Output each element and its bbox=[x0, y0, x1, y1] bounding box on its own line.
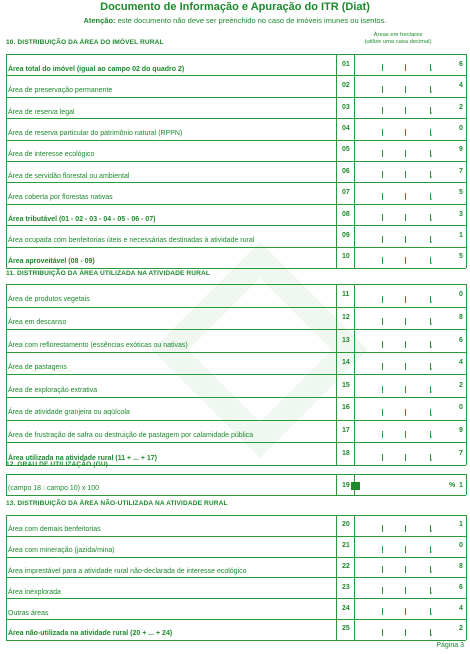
field-code: 03 bbox=[342, 103, 350, 111]
column-divider bbox=[354, 515, 355, 640]
area-value-field[interactable] bbox=[352, 517, 466, 535]
row-label: Área ocupada com benfeitorias úteis e necessárias destinadas à atividade rural bbox=[8, 236, 255, 244]
decimal-comma: , bbox=[430, 149, 433, 158]
decimal-digit: 4 bbox=[459, 359, 463, 367]
decimal-digit: 6 bbox=[459, 583, 463, 591]
decimal-comma: , bbox=[430, 213, 433, 223]
row-label: Área de produtos vegetais bbox=[8, 296, 90, 304]
decimal-digit: 1 bbox=[459, 231, 463, 239]
row-divider bbox=[6, 420, 466, 421]
area-value-field[interactable] bbox=[352, 376, 466, 396]
digit-separator bbox=[405, 64, 406, 71]
column-divider bbox=[336, 515, 337, 640]
decimal-comma: , bbox=[430, 607, 433, 616]
area-value-field[interactable] bbox=[352, 163, 466, 181]
digit-separator bbox=[382, 171, 383, 178]
row-divider bbox=[6, 557, 466, 558]
digit-separator bbox=[405, 546, 406, 553]
digit-separator bbox=[382, 64, 383, 71]
decimal-comma: , bbox=[430, 256, 433, 265]
decimal-comma: , bbox=[430, 565, 433, 575]
decimal-comma: , bbox=[430, 106, 433, 116]
digit-separator bbox=[405, 608, 406, 615]
field-code: 08 bbox=[342, 210, 350, 218]
column-divider bbox=[6, 284, 7, 465]
decimal-digit: 7 bbox=[459, 167, 463, 175]
decimal-comma: , bbox=[430, 170, 433, 180]
decimal-digit: 0 bbox=[459, 404, 463, 412]
decimal-digit: 8 bbox=[459, 563, 463, 570]
decimal-digit: 5 bbox=[459, 189, 463, 197]
digit-separator bbox=[382, 363, 383, 370]
area-value-field[interactable] bbox=[352, 77, 466, 95]
row-label: Outras áreas bbox=[8, 609, 49, 617]
section-title: 10. DISTRIBUIÇÃO DA ÁREA DO IMÓVEL RURAL bbox=[6, 39, 164, 46]
digit-separator bbox=[382, 257, 383, 264]
area-value-field[interactable] bbox=[352, 206, 466, 224]
field-code: 10 bbox=[342, 253, 350, 261]
row-divider bbox=[6, 307, 466, 308]
row-label: Área imprestável para a atividade rural não-declarada de interesse ecológico bbox=[8, 568, 247, 575]
decimal-comma: , bbox=[430, 430, 433, 440]
digit-separator bbox=[405, 341, 406, 348]
digit-separator bbox=[382, 431, 383, 438]
row-label: Área de pastagens bbox=[8, 364, 67, 372]
column-divider bbox=[336, 284, 337, 465]
decimal-comma: , bbox=[430, 544, 433, 554]
column-divider bbox=[466, 284, 467, 465]
row-label: Área total do imóvel (igual ao campo 02 do quadro 2) bbox=[8, 65, 185, 73]
field-code: 04 bbox=[342, 124, 350, 132]
field-code: 19 bbox=[342, 482, 350, 489]
column-divider bbox=[6, 515, 7, 640]
field-code: 20 bbox=[342, 521, 350, 529]
field-code: 06 bbox=[342, 167, 350, 175]
digit-separator bbox=[382, 566, 383, 573]
row-divider bbox=[6, 577, 466, 578]
row-divider bbox=[6, 495, 466, 496]
digit-separator bbox=[382, 608, 383, 615]
digit-separator bbox=[405, 629, 406, 636]
document-title: Documento de Informação e Apuração do ITR (Diat) bbox=[100, 1, 370, 13]
digit-separator bbox=[405, 318, 406, 325]
field-code: 12 bbox=[342, 313, 350, 321]
decimal-comma: , bbox=[430, 586, 433, 596]
decimal-digit: 0 bbox=[459, 291, 463, 299]
section-title: 13. DISTRIBUIÇÃO DA ÁREA NÃO-UTILIZADA NA ATIVIDADE RURAL bbox=[6, 500, 228, 507]
column-divider bbox=[6, 474, 7, 495]
column-divider bbox=[466, 515, 467, 640]
column-divider bbox=[336, 54, 337, 268]
digit-separator bbox=[405, 193, 406, 200]
row-divider bbox=[6, 225, 466, 226]
digit-separator bbox=[382, 193, 383, 200]
percent-sign: % bbox=[449, 482, 456, 489]
decimal-digit: 5 bbox=[459, 253, 463, 261]
field-code: 15 bbox=[342, 381, 350, 389]
digit-separator bbox=[382, 129, 383, 136]
row-label: Área com demais benfeitorias bbox=[8, 526, 101, 534]
decimal-digit: 2 bbox=[459, 625, 463, 633]
row-divider bbox=[6, 619, 466, 620]
digit-separator bbox=[405, 431, 406, 438]
row-label: Área de reserva legal bbox=[8, 108, 75, 116]
row-label: Área de preservação permanente bbox=[8, 87, 113, 95]
digit-separator bbox=[405, 386, 406, 393]
area-value-field[interactable] bbox=[352, 621, 466, 639]
decimal-digit: 7 bbox=[459, 449, 463, 457]
row-label: Área de reserva particular do patrimônio natural (RPPN) bbox=[8, 129, 183, 137]
field-code: 16 bbox=[342, 404, 350, 412]
row-divider bbox=[6, 161, 466, 162]
gu-formula-label: (campo 18 : campo 10) x 100 bbox=[8, 485, 100, 492]
row-label: Área de interesse ecológico bbox=[8, 151, 95, 159]
row-divider bbox=[6, 640, 466, 641]
field-code: 02 bbox=[342, 82, 350, 90]
row-label: Área aproveitável (08 - 09) bbox=[8, 258, 95, 266]
digit-separator bbox=[405, 86, 406, 93]
area-value-field[interactable] bbox=[352, 354, 466, 374]
row-divider bbox=[6, 474, 466, 475]
notice-label: Atenção: bbox=[83, 16, 116, 25]
decimal-digit: 3 bbox=[459, 210, 463, 218]
row-label: Área com mineração (jazida/mina) bbox=[8, 547, 115, 555]
section-title: 11. DISTRIBUIÇÃO DA ÁREA UTILIZADA NA ATIVIDADE RURAL bbox=[6, 270, 210, 277]
row-label: Área de frustração de safra ou destruição de pastagem por calamidade pública bbox=[8, 431, 254, 439]
section-title: 12. GRAU DE UTILIZAÇÃO (GU) bbox=[6, 461, 108, 468]
row-label: Área em descanso bbox=[8, 318, 67, 326]
field-code: 22 bbox=[342, 563, 350, 570]
row-label: Área tributável (01 - 02 - 03 - 04 - 05 - 06 - 07) bbox=[8, 215, 156, 223]
decimal-comma: , bbox=[430, 452, 433, 462]
digit-separator bbox=[405, 236, 406, 243]
column-divider bbox=[466, 54, 467, 268]
digit-separator bbox=[405, 409, 406, 416]
row-label: Área de atividade granjeira ou aqüícola bbox=[8, 409, 130, 417]
digit-separator bbox=[405, 257, 406, 264]
digit-separator bbox=[405, 107, 406, 114]
row-divider bbox=[6, 75, 466, 76]
decimal-comma: , bbox=[430, 63, 433, 73]
decimal-comma: , bbox=[430, 84, 433, 94]
area-value-field[interactable] bbox=[352, 227, 466, 245]
decimal-comma: , bbox=[430, 362, 433, 372]
decimal-comma: , bbox=[430, 127, 433, 137]
digit-separator bbox=[382, 454, 383, 461]
column-divider bbox=[466, 474, 467, 495]
row-label: Área não-utilizada na atividade rural (20 + ... + 24) bbox=[8, 630, 173, 638]
digit-separator bbox=[405, 363, 406, 370]
row-divider bbox=[6, 204, 466, 205]
digit-separator bbox=[382, 629, 383, 636]
digit-separator bbox=[382, 386, 383, 393]
digit-separator bbox=[382, 587, 383, 594]
decimal-comma: , bbox=[430, 317, 433, 327]
units-header bbox=[348, 32, 448, 46]
decimal-digit: 6 bbox=[459, 336, 463, 344]
decimal-digit: 4 bbox=[459, 604, 463, 612]
decimal-digit: 1 bbox=[459, 521, 463, 529]
area-value-field[interactable] bbox=[352, 99, 466, 117]
column-divider bbox=[336, 474, 337, 495]
notice bbox=[0, 16, 470, 25]
field-code: 25 bbox=[342, 625, 350, 633]
area-value-field[interactable] bbox=[352, 309, 466, 329]
row-label: Área de exploração extrativa bbox=[8, 386, 98, 394]
area-value-field[interactable] bbox=[352, 538, 466, 556]
decimal-digit: 8 bbox=[459, 313, 463, 321]
decimal-digit: 0 bbox=[459, 542, 463, 550]
digit-separator bbox=[405, 214, 406, 221]
area-value-field[interactable] bbox=[352, 184, 466, 202]
digit-separator bbox=[382, 341, 383, 348]
digit-separator bbox=[382, 318, 383, 325]
area-value-field[interactable] bbox=[352, 286, 466, 306]
area-value-field[interactable] bbox=[352, 249, 466, 267]
units-header-line1: Áreas em hectares bbox=[373, 32, 423, 38]
digit-separator bbox=[382, 296, 383, 303]
digit-separator bbox=[405, 171, 406, 178]
digit-separator bbox=[405, 296, 406, 303]
decimal-digit: 2 bbox=[459, 103, 463, 111]
digit-separator bbox=[405, 566, 406, 573]
digit-separator bbox=[382, 86, 383, 93]
digit-separator bbox=[405, 129, 406, 136]
field-code: 13 bbox=[342, 336, 350, 344]
decimal-comma: , bbox=[430, 523, 433, 533]
decimal-comma: , bbox=[430, 294, 433, 304]
page-number: Página 3 bbox=[436, 642, 464, 649]
decimal-digit: 9 bbox=[459, 146, 463, 154]
decimal-digit: 2 bbox=[459, 381, 463, 389]
decimal-digit: 9 bbox=[459, 426, 463, 434]
digit-separator bbox=[382, 409, 383, 416]
area-value-field[interactable] bbox=[352, 56, 466, 74]
row-divider bbox=[6, 268, 466, 269]
row-label: Área utilizada na atividade rural (11 + ... + 17) bbox=[8, 454, 158, 462]
field-code: 21 bbox=[342, 542, 350, 550]
decimal-digit: 6 bbox=[459, 60, 463, 68]
row-divider bbox=[6, 182, 466, 183]
column-divider bbox=[354, 54, 355, 268]
field-code: 23 bbox=[342, 583, 350, 591]
row-divider bbox=[6, 374, 466, 375]
area-value-field[interactable] bbox=[352, 559, 466, 577]
decimal-comma: , bbox=[430, 191, 433, 201]
area-value-field[interactable] bbox=[352, 444, 466, 464]
digit-separator bbox=[382, 546, 383, 553]
decimal-comma: , bbox=[430, 339, 433, 349]
digit-separator bbox=[405, 587, 406, 594]
area-value-field[interactable] bbox=[352, 120, 466, 138]
area-value-field[interactable] bbox=[352, 422, 466, 442]
row-divider bbox=[6, 140, 466, 141]
column-divider bbox=[354, 284, 355, 465]
row-divider bbox=[6, 54, 466, 55]
decimal-digit: 1 bbox=[459, 482, 463, 489]
area-value-field[interactable] bbox=[352, 142, 466, 160]
digit-separator bbox=[382, 107, 383, 114]
field-code: 11 bbox=[342, 291, 350, 299]
field-code: 05 bbox=[342, 146, 350, 154]
field-code: 07 bbox=[342, 189, 350, 197]
decimal-comma: , bbox=[430, 627, 433, 637]
field-code: 14 bbox=[342, 359, 350, 367]
digit-separator bbox=[405, 525, 406, 532]
row-divider bbox=[6, 284, 466, 285]
row-divider bbox=[6, 247, 466, 248]
decimal-digit: 0 bbox=[459, 124, 463, 132]
digit-separator bbox=[405, 454, 406, 461]
field-code: 17 bbox=[342, 426, 350, 434]
row-divider bbox=[6, 442, 466, 443]
row-divider bbox=[6, 536, 466, 537]
digit-separator bbox=[382, 150, 383, 157]
row-divider bbox=[6, 397, 466, 398]
area-value-field[interactable] bbox=[352, 579, 466, 597]
digit-separator bbox=[405, 150, 406, 157]
units-header-line2: (utilize uma casa decimal) bbox=[364, 39, 432, 45]
decimal-comma: , bbox=[430, 407, 433, 417]
digit-separator bbox=[382, 236, 383, 243]
row-divider bbox=[6, 118, 466, 119]
notice-text: este documento não deve ser preenchido no caso de imóveis imunes ou isentos. bbox=[115, 16, 387, 25]
digit-separator bbox=[382, 214, 383, 221]
row-label: Área com reflorestamento (essências exóticas ou nativas) bbox=[8, 341, 188, 349]
row-divider bbox=[6, 329, 466, 330]
row-label: Área inexplorada bbox=[8, 588, 61, 596]
area-value-field[interactable] bbox=[352, 600, 466, 618]
decimal-comma: , bbox=[430, 234, 433, 244]
area-value-field[interactable] bbox=[352, 399, 466, 419]
row-divider bbox=[6, 598, 466, 599]
decimal-digit: 4 bbox=[459, 82, 463, 90]
field-code: 24 bbox=[342, 604, 350, 612]
row-divider bbox=[6, 515, 466, 516]
field-code: 18 bbox=[342, 449, 350, 457]
column-divider bbox=[6, 54, 7, 268]
field-code: 01 bbox=[342, 60, 350, 68]
row-label: Área de servidão florestal ou ambiental bbox=[8, 172, 130, 180]
row-divider bbox=[6, 352, 466, 353]
row-label: Área coberta por florestas nativas bbox=[8, 194, 113, 202]
field-code: 09 bbox=[342, 231, 350, 239]
area-value-field[interactable] bbox=[352, 331, 466, 351]
decimal-comma: , bbox=[430, 385, 433, 394]
row-divider bbox=[6, 97, 466, 98]
digit-separator bbox=[382, 525, 383, 532]
